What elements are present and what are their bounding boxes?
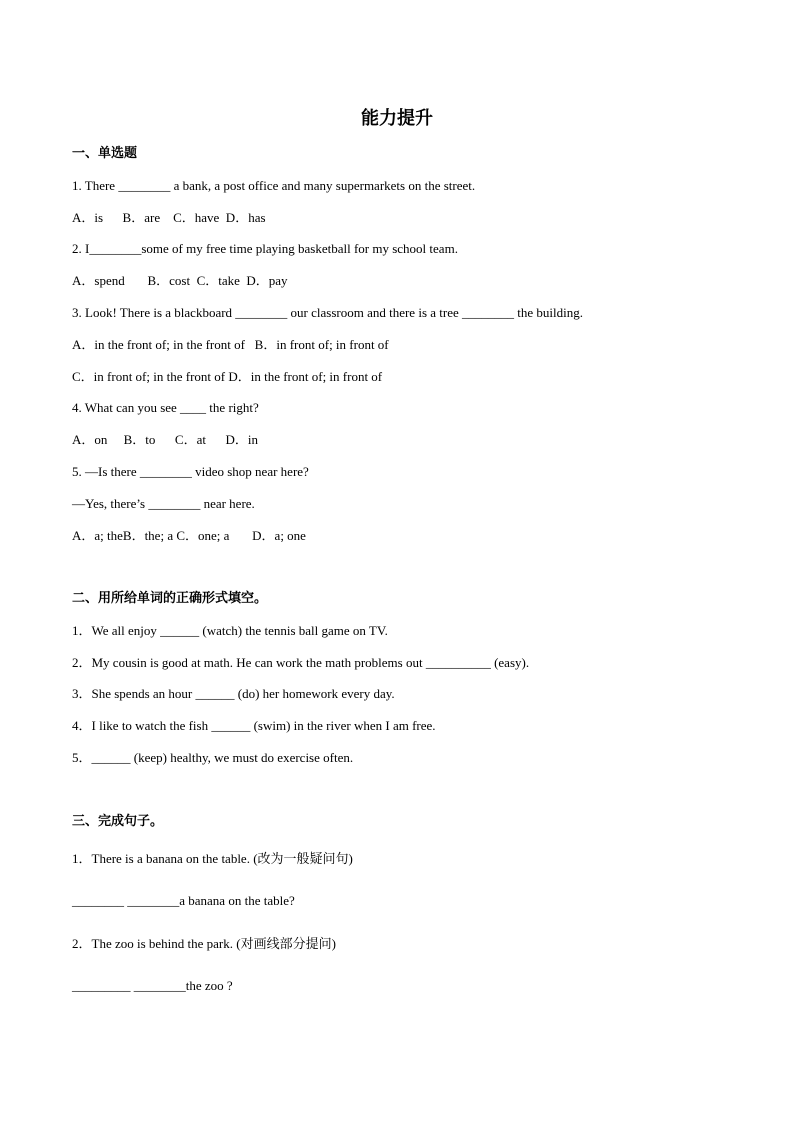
fill-item-5: 5．______ (keep) healthy, we must do exercise often. xyxy=(72,750,354,765)
question-3-text: 3. Look! There is a blackboard ________ our classroom and there is a tree ________ the building. xyxy=(72,305,583,320)
question-1-options: A．is B．are C．have D．has xyxy=(72,210,266,225)
sentence-item-1-answer: ________ ________a banana on the table? xyxy=(72,893,295,908)
question-5-reply: —Yes, there’s ________ near here. xyxy=(72,496,255,511)
sentence-item-1: 1．There is a banana on the table. (改为一般疑问句) xyxy=(72,851,353,866)
question-3-options-ab: A．in the front of; in the front of B．in front of; in front of xyxy=(72,337,389,352)
page-title: 能力提升 xyxy=(361,108,433,129)
question-4-options: A．on B．to C．at D．in xyxy=(72,432,258,447)
fill-item-1: 1．We all enjoy ______ (watch) the tennis ball game on TV. xyxy=(72,623,388,638)
question-5-text: 5. —Is there ________ video shop near here? xyxy=(72,464,309,479)
sentence-item-2: 2．The zoo is behind the park. (对画线部分提问) xyxy=(72,936,336,951)
question-1-text: 1. There ________ a bank, a post office and many supermarkets on the street. xyxy=(72,178,476,193)
question-2-options: A．spend B．cost C．take D．pay xyxy=(72,273,288,288)
question-5-options: A．a; theB．the; a C．one; a D．a; one xyxy=(72,528,306,543)
fill-item-2: 2．My cousin is good at math. He can work the math problems out __________ (easy). xyxy=(72,655,530,670)
section-1-heading: 一、单选题 xyxy=(72,146,138,161)
sentence-item-2-answer: _________ ________the zoo ? xyxy=(72,978,233,993)
fill-item-4: 4．I like to watch the fish ______ (swim) in the river when I am free. xyxy=(72,718,436,733)
section-3-heading: 三、完成句子。 xyxy=(72,814,164,829)
section-2-heading: 二、用所给单词的正确形式填空。 xyxy=(72,591,268,606)
question-4-text: 4. What can you see ____ the right? xyxy=(72,400,259,415)
question-2-text: 2. I________some of my free time playing basketball for my school team. xyxy=(72,241,458,256)
question-3-options-cd: C．in front of; in the front of D．in the front of; in front of xyxy=(72,369,383,384)
fill-item-3: 3．She spends an hour ______ (do) her homework every day. xyxy=(72,686,395,701)
